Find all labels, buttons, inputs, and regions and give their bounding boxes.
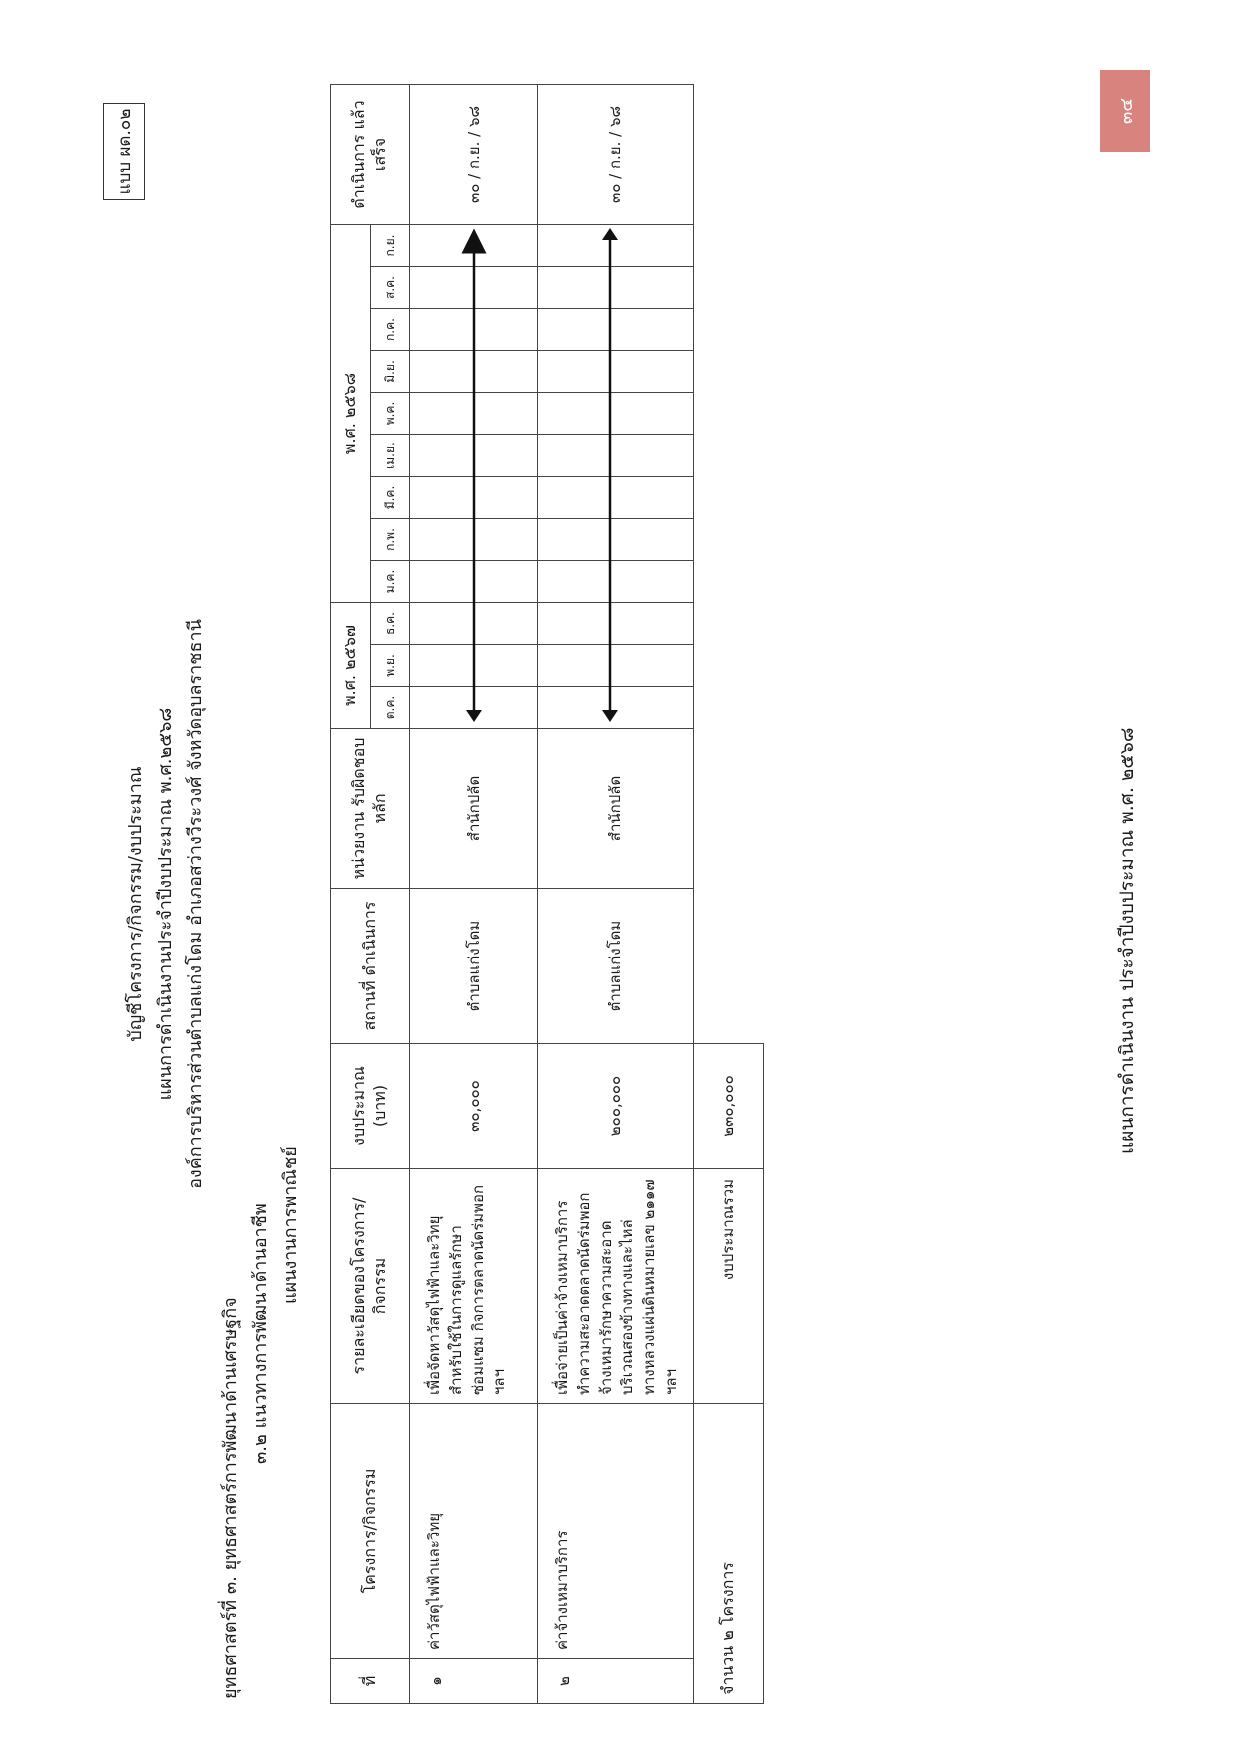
month-header: มี.ค. [371, 477, 410, 519]
total-count: จำนวน ๒ โครงการ [693, 1404, 763, 1704]
col-detail: รายละเอียดของโครงการ/ กิจกรรม [331, 1169, 410, 1404]
row-project: ค่าจ้างเหมาบริการ [538, 1404, 694, 1659]
page-footer: แผนการดำเนินงาน ประจำปีงบประมาณ พ.ศ. ๒๕๖๘ [1116, 727, 1138, 1154]
col-no: ที่ [331, 1659, 410, 1704]
doc-title-1: บัญชีโครงการ/กิจกรรม/งบประมาณ [125, 766, 146, 1042]
total-row [693, 85, 763, 1704]
total-budget-value: ๒๓๐,๐๐๐ [693, 1044, 763, 1169]
year-2568-header: พ.ศ. ๒๕๖๘ [331, 225, 371, 603]
month-header: เม.ย. [371, 435, 410, 477]
timeline-arrow [538, 222, 683, 728]
col-budget: งบประมาณ (บาท) [331, 1044, 410, 1169]
col-unit: หน่วยงาน รับผิดชอบหลัก [331, 729, 410, 889]
year-2567-header: พ.ศ. ๒๕๖๗ [331, 603, 371, 729]
doc-title-3: องค์การบริหารส่วนตำบลแก่งโดม อำเภอสว่างวีระวงศ์ จังหวัดอุบลราชธานี [185, 619, 206, 1189]
col-project: โครงการ/กิจกรรม [331, 1404, 410, 1659]
month-header: ส.ค. [371, 267, 410, 309]
month-header: ม.ค. [371, 561, 410, 603]
row-done: ๓๐ / ก.ย. / ๖๘ [410, 85, 538, 225]
timeline-start-cell [538, 687, 694, 729]
page-number-badge: ๓๔ [1100, 70, 1150, 152]
month-header: ก.ค. [371, 309, 410, 351]
timeline-arrow [410, 222, 538, 728]
form-code: แบบ ผด.๐๒ [103, 103, 145, 200]
guideline-heading: ๓.๒ แนวทางการพัฒนาด้านอาชีพ [250, 1203, 271, 1464]
row-unit: สำนักปลัด [410, 729, 538, 889]
month-header: มิ.ย. [371, 351, 410, 393]
strategy-heading: ยุทธศาสตร์ที่ ๓. ยุทธศาสตร์การพัฒนาด้านเศรษฐกิจ [220, 1297, 241, 1699]
row-no: ๑ [410, 1659, 538, 1704]
row-location: ตำบลแก่งโดม [538, 889, 694, 1044]
row-budget: ๓๐,๐๐๐ [410, 1044, 538, 1169]
month-header: ต.ค. [371, 687, 410, 729]
row-detail: เพื่อจ่ายเป็นค่าจ้างเหมาบริการทำความสะอาดตลาดนัดร่มพอก จ้างเหมารักษาความสะอาดบริเวณสองข้างทางและไหล่ทางหลวงแผ่นดินหมายเลข ๒๑๑๗ ฯลฯ [538, 1169, 694, 1404]
table-row [538, 85, 694, 1704]
month-header: ธ.ค. [371, 603, 410, 645]
row-unit: สำนักปลัด [538, 729, 694, 889]
col-location: สถานที่ ดำเนินการ [331, 889, 410, 1044]
row-done: ๓๐ / ก.ย. / ๖๘ [538, 85, 694, 225]
month-header: ก.พ. [371, 519, 410, 561]
row-detail: เพื่อจัดหาวัสดุไฟฟ้าและวิทยุสำหรับใช้ในการดูแลรักษา ซ่อมแซม กิจการตลาดนัดร่มพอก ฯลฯ [410, 1169, 538, 1404]
plan-name-heading: แผนงานการพาณิชย์ [280, 1146, 301, 1304]
doc-title-2: แผนการดำเนินงานประจำปีงบประมาณ พ.ศ.๒๕๖๘ [155, 707, 176, 1101]
month-header: ก.ย. [371, 225, 410, 267]
month-header: พ.ย. [371, 645, 410, 687]
col-done: ดำเนินการ แล้วเสร็จ [331, 85, 410, 225]
row-location: ตำบลแก่งโดม [410, 889, 538, 1044]
total-budget-label: งบประมาณรวม [693, 1169, 763, 1404]
table-row [410, 85, 538, 1704]
timeline-start-cell [410, 687, 538, 729]
row-project: ค่าวัสดุไฟฟ้าและวิทยุ [410, 1404, 538, 1659]
plan-table [330, 84, 764, 1704]
row-budget: ๒๐๐,๐๐๐ [538, 1044, 694, 1169]
row-no: ๒ [538, 1659, 694, 1704]
month-header: พ.ค. [371, 393, 410, 435]
